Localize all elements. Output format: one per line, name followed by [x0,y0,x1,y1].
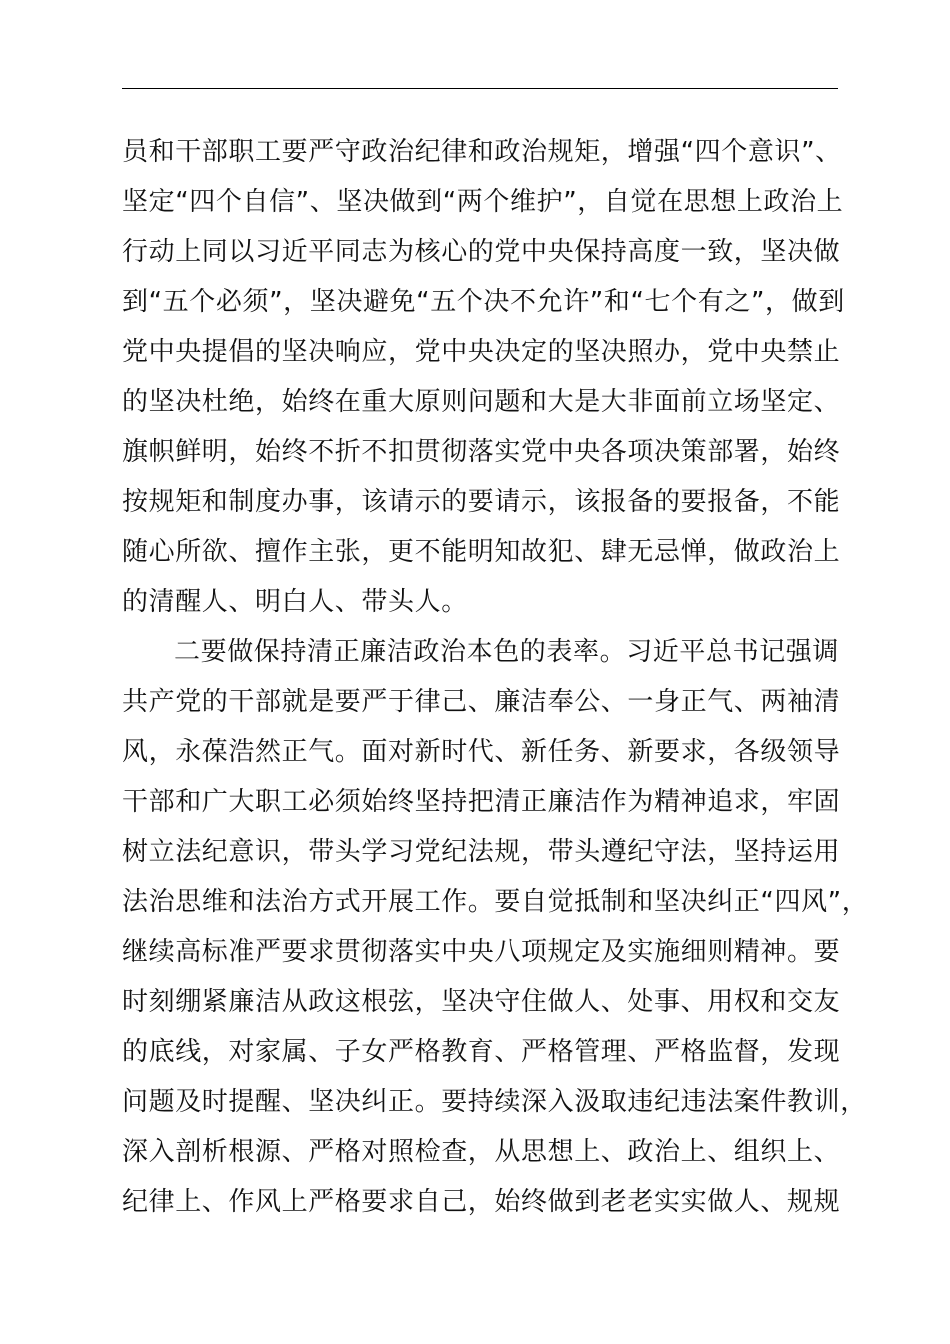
text-line: 的清醒人、明白人、带头人。 [122,587,468,617]
paragraph-start-line: 二要做保持清正廉洁政治本色的表率。习近平总书记强调 [174,637,840,667]
text-line: 树立法纪意识，带头学习党纪法规，带头遵纪守法，坚持运用 [122,837,841,867]
text-line: 按规矩和制度办事，该请示的要请示，该报备的要报备，不能 [122,487,841,517]
text-line: 的底线，对家属、子女严格教育、严格管理、严格监督，发现 [122,1037,841,1067]
text-line: 随心所欲、擅作主张，更不能明知故犯、肆无忌惮，做政治上 [122,537,841,567]
header-rule [122,88,838,89]
text-line: 风，永葆浩然正气。面对新时代、新任务、新要求，各级领导 [122,737,841,767]
text-line: 行动上同以习近平同志为核心的党中央保持高度一致，坚决做 [122,237,841,267]
text-line: 问题及时提醒、坚决纠正。要持续深入汲取违纪违法案件教训， [122,1087,867,1117]
text-line: 共产党的干部就是要严于律己、廉洁奉公、一身正气、两袖清 [122,687,841,717]
text-line: 时刻绷紧廉洁从政这根弦，坚决守住做人、处事、用权和交友 [122,987,841,1017]
text-line: 员和干部职工要严守政治纪律和政治规矩，增强“四个意识”、 [122,137,842,167]
text-line: 深入剖析根源、严格对照检查，从思想上、政治上、组织上、 [122,1137,841,1167]
text-line: 党中央提倡的坚决响应，党中央决定的坚决照办，党中央禁止 [122,337,841,367]
text-line: 干部和广大职工必须始终坚持把清正廉洁作为精神追求，牢固 [122,787,841,817]
text-line: 的坚决杜绝，始终在重大原则问题和大是大非面前立场坚定、 [122,387,841,417]
text-line: 到“五个必须”，坚决避免“五个决不允许”和“七个有之”，做到 [122,287,845,317]
text-line: 旗帜鲜明，始终不折不扣贯彻落实党中央各项决策部署，始终 [122,437,841,467]
text-line: 法治思维和法治方式开展工作。要自觉抵制和坚决纠正“四风”， [122,887,869,917]
text-line: 继续高标准严要求贯彻落实中央八项规定及实施细则精神。要 [122,937,841,967]
text-line: 坚定“四个自信”、坚决做到“两个维护”，自觉在思想上政治上 [122,187,844,217]
body-text [122,127,869,1227]
text-line: 纪律上、作风上严格要求自己，始终做到老老实实做人、规规 [122,1187,841,1217]
